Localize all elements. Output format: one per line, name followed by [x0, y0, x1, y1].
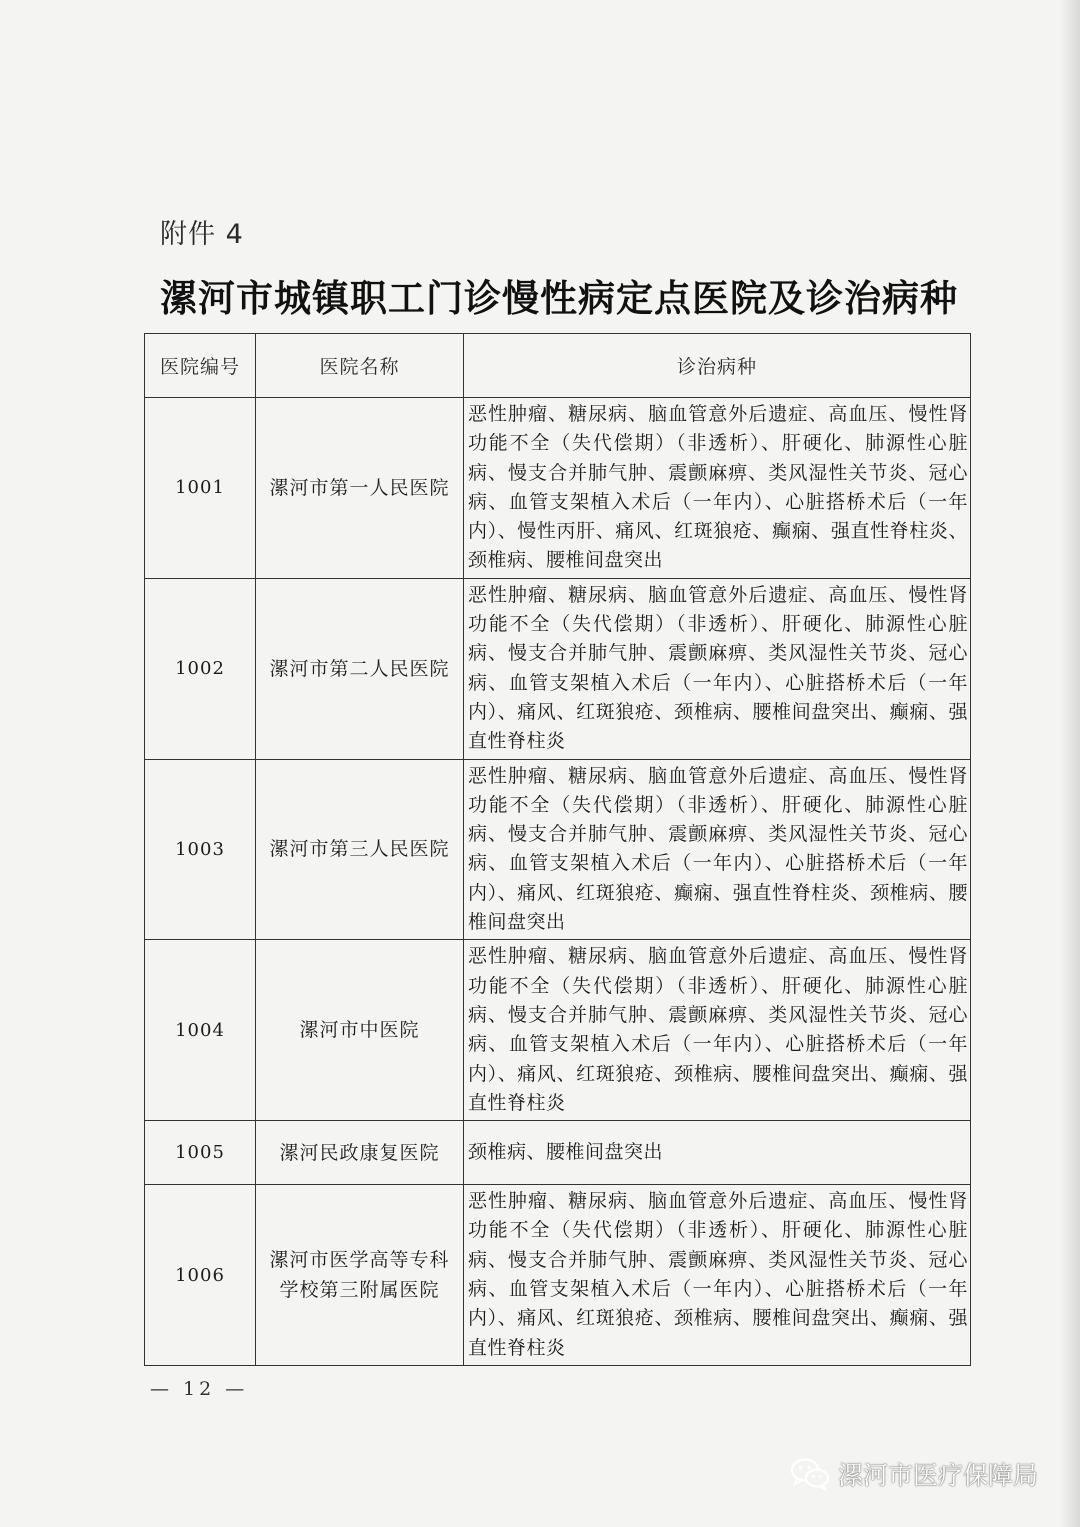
watermark — [790, 1456, 1038, 1492]
table-row — [145, 940, 971, 1121]
attachment-label: 附件 4 — [160, 219, 244, 250]
column-header-diseases: 诊治病种 — [464, 334, 971, 398]
watermark-text: 漯河市医疗保障局 — [838, 1461, 1039, 1490]
table-row — [145, 1185, 971, 1366]
column-header-name: 医院名称 — [256, 334, 464, 398]
table-row — [145, 1121, 971, 1185]
hospital-code: 1001 — [145, 398, 256, 579]
hospital-name — [256, 1185, 464, 1366]
table-header-row — [145, 334, 971, 398]
hospital-name-line: 学校第三附属医院 — [279, 1279, 440, 1302]
disease-list: 恶性肿瘤、糖尿病、脑血管意外后遗症、高血压、慢性肾功能不全（失代偿期）（非透析）、肝硬化、肺源性心脏病、慢支合并肺气肿、震颤麻痹、类风湿性关节炎、冠心病、血管支架植入术后（一年内）、心脏搭桥术后（一年内）、慢性丙肝、痛风、红斑狼疮、癫痫、强直性脊柱炎、颈椎病、腰椎间盘突出 — [464, 398, 971, 579]
table-row — [145, 759, 971, 940]
hospital-name: 漯河市中医院 — [256, 940, 464, 1121]
hospital-code: 1005 — [145, 1121, 256, 1185]
disease-list: 恶性肿瘤、糖尿病、脑血管意外后遗症、高血压、慢性肾功能不全（失代偿期）（非透析）、肝硬化、肺源性心脏病、慢支合并肺气肿、震颤麻痹、类风湿性关节炎、冠心病、血管支架植入术后（一年内）、心脏搭桥术后（一年内）、痛风、红斑狼疮、颈椎病、腰椎间盘突出、癫痫、强直性脊柱炎 — [464, 578, 971, 759]
column-header-code: 医院编号 — [145, 334, 256, 398]
disease-list: 恶性肿瘤、糖尿病、脑血管意外后遗症、高血压、慢性肾功能不全（失代偿期）（非透析）、肝硬化、肺源性心脏病、慢支合并肺气肿、震颤麻痹、类风湿性关节炎、冠心病、血管支架植入术后（一年内）、心脏搭桥术后（一年内）、痛风、红斑狼疮、癫痫、强直性脊柱炎、颈椎病、腰椎间盘突出 — [464, 759, 971, 940]
hospital-name: 漯河市第二人民医院 — [256, 578, 464, 759]
hospital-code: 1006 — [145, 1185, 256, 1366]
hospital-name: 漯河民政康复医院 — [256, 1121, 464, 1185]
hospital-code: 1002 — [145, 578, 256, 759]
disease-list: 恶性肿瘤、糖尿病、脑血管意外后遗症、高血压、慢性肾功能不全（失代偿期）（非透析）、肝硬化、肺源性心脏病、慢支合并肺气肿、震颤麻痹、类风湿性关节炎、冠心病、血管支架植入术后（一年内）、心脏搭桥术后（一年内）、痛风、红斑狼疮、颈椎病、腰椎间盘突出、癫痫、强直性脊柱炎 — [464, 940, 971, 1121]
disease-list: 颈椎病、腰椎间盘突出 — [464, 1121, 971, 1185]
wechat-icon — [790, 1457, 830, 1491]
table-row — [145, 398, 971, 579]
page-number: — 12 — — [150, 1378, 249, 1400]
hospital-table — [144, 333, 971, 1366]
table-row — [145, 578, 971, 759]
document-title: 漯河市城镇职工门诊慢性病定点医院及诊治病种 — [160, 276, 958, 320]
disease-list: 恶性肿瘤、糖尿病、脑血管意外后遗症、高血压、慢性肾功能不全（失代偿期）（非透析）、肝硬化、肺源性心脏病、慢支合并肺气肿、震颤麻痹、类风湿性关节炎、冠心病、血管支架植入术后（一年内）、心脏搭桥术后（一年内）、痛风、红斑狼疮、颈椎病、腰椎间盘突出、癫痫、强直性脊柱炎 — [464, 1185, 971, 1366]
hospital-name-line: 漯河市医学高等专科 — [269, 1249, 450, 1272]
hospital-name: 漯河市第三人民医院 — [256, 759, 464, 940]
hospital-code: 1003 — [145, 759, 256, 940]
hospital-name: 漯河市第一人民医院 — [256, 398, 464, 579]
scan-edge-shadow — [1060, 0, 1080, 1527]
hospital-code: 1004 — [145, 940, 256, 1121]
